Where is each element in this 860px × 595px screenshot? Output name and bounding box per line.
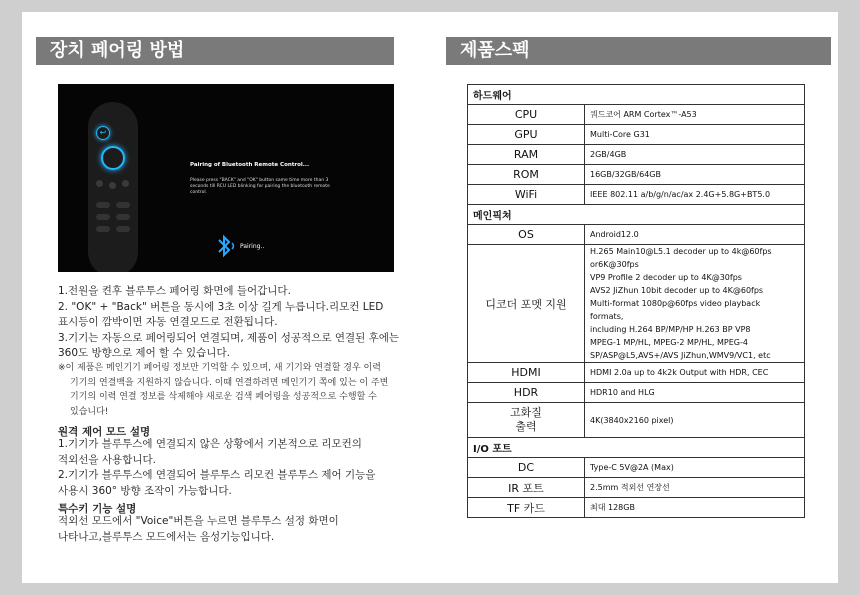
remote-mode-line: 1.기기가 블루투스에 연결되지 않은 상황에서 기본적으로 리모컨의 (58, 438, 362, 450)
remote-key-icon (96, 202, 110, 208)
spec-label: GPU (468, 125, 585, 145)
remote-key-icon (109, 182, 116, 189)
spec-row (468, 363, 805, 383)
special-key-title: 특수키 기능 설명 (58, 503, 137, 515)
remote-mode-title: 원격 제어 모드 설명 (58, 426, 151, 438)
spec-row (468, 245, 805, 363)
spec-value: HDMI 2.0a up to 4k2k Output with HDR, CEC (585, 363, 805, 383)
spec-value: 쿼드코어 ARM Cortex™-A53 (585, 105, 805, 125)
remote-key-icon (116, 226, 130, 232)
spec-row (468, 125, 805, 145)
remote-key-icon (96, 180, 103, 187)
step-line: 1.전원을 켠후 블루투스 페어링 화면에 들어갑니다. (58, 285, 291, 297)
remote-key-icon (116, 202, 130, 208)
pairing-screen-image (58, 84, 394, 272)
step-line: 360도 방향으로 제어 할 수 있습니다. (58, 347, 230, 359)
spec-value: Android12.0 (585, 225, 805, 245)
spec-row (468, 383, 805, 403)
remote-mode-line: 2.기기가 블루투스에 연결되어 블루투스 리모컨 블루투스 제어 기능을 (58, 469, 376, 481)
decoder-line: VP9 Profile 2 decoder up to 4K@30fps (590, 273, 742, 282)
ok-button-icon (101, 146, 125, 170)
remote-key-icon (122, 180, 129, 187)
step-line: 2. "OK" + "Back" 버튼을 동시에 3초 이상 길게 누릅니다.리모컨 LED (58, 300, 384, 313)
spec-label: IR 포트 (468, 478, 585, 498)
remote-key-icon (96, 214, 110, 220)
spec-value: 4K(3840x2160 pixel) (585, 403, 805, 438)
bluetooth-icon (214, 234, 236, 258)
spec-value: IEEE 802.11 a/b/g/n/ac/ax 2.4G+5.8G+BT5.0 (585, 185, 805, 205)
spec-label: 디코더 포멧 지원 (468, 245, 585, 363)
remote-mode-text (58, 437, 375, 499)
spec-table (467, 84, 805, 518)
spec-row (468, 458, 805, 478)
spec-row (468, 165, 805, 185)
spec-row (468, 105, 805, 125)
spec-category-row (468, 205, 805, 225)
spec-category-row (468, 438, 805, 458)
spec-value: 2.5mm 적외선 연장선 (585, 478, 805, 498)
spec-row (468, 145, 805, 165)
special-key-line: 나타나고,블루투스 모드에서는 음성기능입니다. (58, 530, 275, 543)
spec-label-line: 출력 (515, 420, 537, 433)
category-label: I/O 포트 (468, 438, 805, 458)
spec-row (468, 478, 805, 498)
spec-value: 2GB/4GB (585, 145, 805, 165)
decoder-line: including H.264 BP/MP/HP H.263 BP VP8 (590, 325, 751, 334)
spec-label: TF 카드 (468, 498, 585, 518)
spec-label: RAM (468, 145, 585, 165)
pairing-screen-title: Pairing of Bluetooth Remote Control... (190, 162, 310, 168)
spec-label: ROM (468, 165, 585, 185)
decoder-line: SP/ASP@L5,AVS+/AVS JiZhun,WMV9/VC1, etc (590, 351, 771, 360)
spec-value (585, 245, 805, 363)
pairing-section-title: 장치 페어링 방법 (36, 37, 394, 65)
pairing-note (58, 361, 398, 419)
remote-control-image (88, 102, 138, 272)
spec-label: OS (468, 225, 585, 245)
note-line: ※이 제품은 메인기기 페어링 정보만 기억할 수 있으며, 새 기기와 연결할 경우 이력 (58, 363, 381, 373)
note-line: 있습니다! (70, 406, 109, 417)
spec-label-line: 고화질 (510, 406, 542, 419)
spec-value: Multi-Core G31 (585, 125, 805, 145)
decoder-line: AVS2 JiZhun 10bit decoder up to 4K@60fps (590, 286, 764, 295)
spec-row (468, 185, 805, 205)
spec-label (468, 403, 585, 438)
spec-value: 16GB/32GB/64GB (585, 165, 805, 185)
pairing-status: Pairing.. (240, 243, 265, 250)
pairing-steps (58, 284, 399, 362)
spec-value: HDR10 and HLG (585, 383, 805, 403)
spec-row (468, 225, 805, 245)
category-label: 메인픽쳐 (468, 205, 805, 225)
decoder-line: H.265 Main10@L5.1 decoder up to 4k@60fps (590, 247, 772, 256)
back-button-icon: ↩ (96, 126, 110, 140)
spec-value: 최대 128GB (585, 498, 805, 518)
remote-mode-line: 적외선을 사용합니다. (58, 453, 156, 466)
spec-label: HDMI (468, 363, 585, 383)
step-line: 표시등이 깜박이면 자동 연결모드로 전환됩니다. (58, 316, 278, 328)
remote-mode-line: 사용시 360° 방향 조작이 가능합니다. (58, 484, 232, 497)
spec-label: DC (468, 458, 585, 478)
note-line: 기기의 이력 연결 정보를 삭제해야 새로운 검색 페어링을 성공적으로 수행할 수 (70, 392, 377, 402)
decoder-line: Multi-format 1080p@60fps video playback (590, 299, 761, 308)
special-key-line: 적외선 모드에서 "Voice"버튼을 누르면 블루투스 설정 화면이 (58, 515, 339, 527)
category-label: 하드웨어 (468, 85, 805, 105)
spec-row (468, 403, 805, 438)
special-key-text (58, 514, 339, 545)
spec-category-row (468, 85, 805, 105)
spec-value: Type-C 5V@2A (Max) (585, 458, 805, 478)
spec-section-title: 제품스펙 (446, 37, 831, 65)
spec-label: CPU (468, 105, 585, 125)
spec-row (468, 498, 805, 518)
decoder-line: or6K@30fps (590, 260, 639, 269)
step-line: 3.기기는 자동으로 페어링되어 연결되며, 제품이 성공적으로 연결된 후에는 (58, 331, 400, 344)
spec-label: HDR (468, 383, 585, 403)
remote-key-icon (96, 226, 110, 232)
pairing-screen-desc: Please press "BACK" and "OK" button same time more than 3 seconds till RCU LED blinking for pairing the bluetooth remote control. (190, 178, 330, 195)
decoder-line: MPEG-1 MP/HL, MPEG-2 MP/HL, MPEG-4 (590, 338, 748, 347)
remote-key-icon (116, 214, 130, 220)
note-line: 기기의 연결백을 지원하지 않습니다. 이때 연결하려면 메인기기 쪽에 있는 이 주변 (70, 377, 389, 388)
spec-label: WiFi (468, 185, 585, 205)
decoder-line: formats, (590, 312, 624, 321)
